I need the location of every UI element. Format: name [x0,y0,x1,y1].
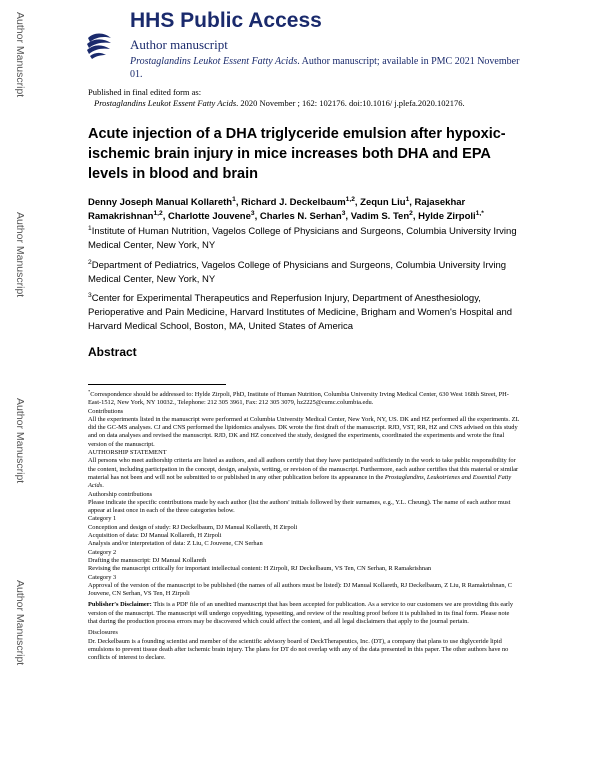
authorship-text: All persons who meet authorship criteria are listed as authors, and all authors certify that they have participated sufficiently in the work to take public responsibility for the content, including participation in the concept, design, analysis, writing, or revision of the manuscript. Furthermore, each author certifies that this material or similar material has not been and will not be submitted to or published in any other publication before its appearance in the Prostaglandins, Leukotrienes and Essential Fatty Acids. [88,457,519,490]
affiliation-2: $^2$Department of Pediatrics, Vagelos College of Physicians and Surgeons, Columbia University Irving Medical Center, New York, NY [88,258,507,285]
side-label-3: Author Manuscript [14,398,26,484]
published-in [88,87,508,109]
author-name: Charlotte Jouvene [168,211,251,222]
header-citation [130,55,530,81]
disclosures-text: Dr. Deckelbaum is a founding scientist and member of the scientific advisory board of DeckTherapeutics, Inc. (DT), a company that plans to use diglyceride lipid emulsions to prevent tissue death after ischemic brain injury. The plans for DT do not overlap with any of the data presented in this paper. The other authors have no conflicts of interest to declare. [88,637,509,662]
side-label-4: Author Manuscript [14,580,26,666]
side-label-2: Author Manuscript [14,212,26,298]
author-name: Charles N. Serhan [259,211,342,222]
author-affiliation-mark: 1 [405,195,410,203]
affiliation-3: $^3$Center for Experimental Therapeutics and Reperfusion Injury, Department of Anesthesiology, Perioperative and Pain Medicine, Harvard Institutes of Medicine, Brigham and Women's Hospital and Harvard Medical School, Boston, MA, United States of America [88,291,513,332]
authorship-heading: AUTHORSHIP STATEMENT [88,449,167,457]
correspondence-note: *Correspondence should be addressed to: Hylde Zirpoli, PhD, Institute of Human Nutrition, Columbia University Irving Medical Center, 630 West 168th Street, PH-East-1512, New York, NY 10032., Telephone: 212 305 3961, Fax: 212 305 3079, hz2225@cumc.columbia.edu. [88,388,509,407]
disclosures-heading: Disclosures [88,629,118,637]
contrib-line: Drafting the manuscript: DJ Manual Kollareth [88,556,207,564]
contrib-line: Category 1 [88,515,117,523]
contrib-line: Authorship contributions [88,490,153,498]
header-availability: . Author manuscript; available in PMC 2021 November 01. [130,56,520,80]
author-affiliation-mark: 1,* [475,209,484,217]
contrib-line: Revising the manuscript critically for important intellectual content: H Zirpoli, RJ Deckelbaum, VS Ten, CN Serhan, R Ramakrishnan [88,565,432,573]
author-affiliation-mark: 2 [409,209,413,217]
author-affiliation-mark: 1,2 [345,195,355,203]
author-name: Rajasekhar Ramakrishnan [88,197,466,222]
hhs-eagle-logo [84,24,114,62]
publisher-disclaimer: Publisher's Disclaimer: This is a PDF file of an unedited manuscript that has been accepted for publication. As a service to our customers we are providing this early version of the manuscript. The manuscript will undergo copyediting, typesetting, and review of the resulting proof before it is published in its final form. Please note that during the production process errors may be discovered which could affect the content, and all legal disclaimers that apply to the journal pertain. [88,601,514,626]
author-affiliation-mark: 1,2 [153,209,163,217]
article-title: Acute injection of a DHA triglyceride emulsion after hypoxic-ischemic brain injury in mice increases both DHA and EPA levels in blood and brain [88,126,506,182]
published-label: Published in final edited form as: [88,87,202,97]
contrib-line: Approval of the version of the manuscript to be published (the names of all authors must be listed): DJ Manual Kollareth, RJ Deckelbaum, Z Liu, R Ramakrishnan, C Jouvene, CN Serhan, VS Ten, H Zirpoli [88,581,513,598]
author-affiliation-mark: 3 [250,209,255,217]
contrib-line: Conception and design of study: RJ Deckelbaum, DJ Manual Kollareth, H Zirpoli [88,523,298,531]
contrib-line: Category 3 [88,573,117,581]
author-name: Zequn Liu [360,197,406,208]
contrib-line: Category 2 [88,548,117,556]
affiliation-1: $^1$Institute of Human Nutrition, Vagelos College of Physicians and Surgeons, Columbia University Irving Medical Center, New York, NY [88,224,517,251]
header-journal: Prostaglandins Leukot Essent Fatty Acids [130,56,298,67]
author-manuscript-subtitle: Author manuscript [130,37,228,52]
author-affiliation-mark: 1 [232,195,236,203]
contributions-text: All the experiments listed in the manuscript were performed at Columbia University Medical Center, New York, NY, US. DK and HZ performed all the experiments. ZL did the GC-MS analyses. CJ and CNS performed the lipidomics analyses. DK wrote the first draft of the manuscript. RJD, VST, RR, HZ and CNS advised on this study and on data analyses and revised the manuscript. RJD, DK and HZ conceived the study, designed the experiments, coordinated the experiments and wrote the final version of the manuscript. [88,415,520,448]
author-name: Richard J. Deckelbaum [241,197,346,208]
contrib-line: Please indicate the specific contributions made by each author (list the authors' initials followed by their surnames, e.g., Y.L. Cheung). The name of each author must appear at least once in each of the three categories below. [88,498,511,515]
author-list: Denny Joseph Manual Kollareth$^1$, Richard J. Deckelbaum$^{1,2}$, Zequn Liu$^1$, Rajasekhar Ramakrishnan$^{1,2}$, Charlotte Jouvene$^3$, Charles N. Serhan$^3$, Vadim S. Ten$^2$, Hylde Zirpoli$^{1,*}$ [88,195,484,222]
author-name: Vadim S. Ten [350,211,410,222]
footnote-divider [88,384,226,385]
author-name: Denny Joseph Manual Kollareth [88,197,233,208]
contrib-line: Acquisition of data: DJ Manual Kollareth, H Zirpoli [88,532,222,540]
published-citation [88,98,508,109]
author-name: Hylde Zirpoli [418,211,476,222]
published-details: . 2020 November ; 162: 102176. doi:10.1016/ j.plefa.2020.102176. [236,98,465,108]
published-journal: Prostaglandins Leukot Essent Fatty Acids [94,98,237,108]
abstract-heading: Abstract [88,345,137,359]
footnotes [88,388,520,663]
side-label-1: Author Manuscript [14,12,26,98]
contributions-heading: Contributions [88,407,124,415]
contrib-line: Analysis and/or interpretation of data: Z Liu, C Jouvene, CN Serhan [88,540,263,548]
hhs-public-access-title: HHS Public Access [130,9,322,32]
author-affiliation-mark: 3 [341,209,346,217]
